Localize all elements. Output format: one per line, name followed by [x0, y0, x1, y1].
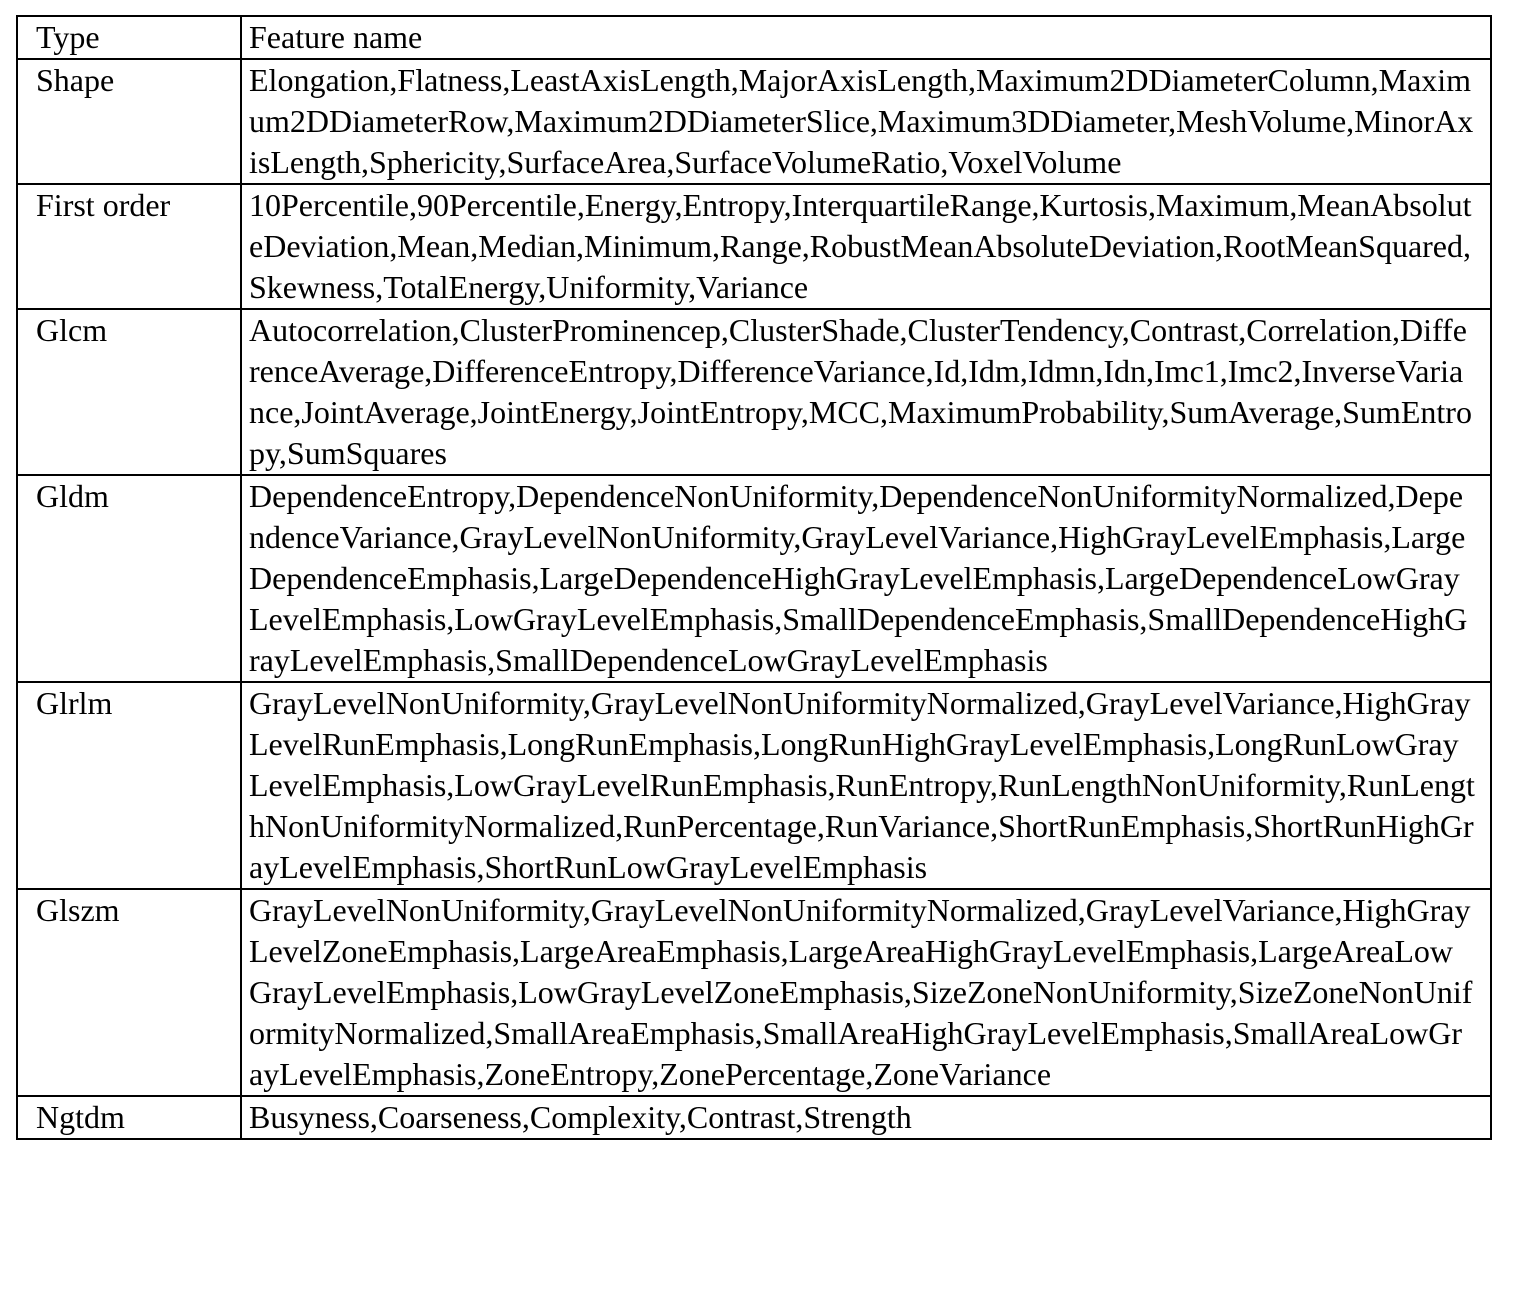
table-row [17, 59, 1491, 184]
row-features: 10Percentile,90Percentile,Energy,Entropy,InterquartileRange,Kurtosis,Maximum,MeanAbsoluteDeviation,Mean,Median,Minimum,Range,RobustMeanAbsoluteDeviation,RootMeanSquared,Skewness,TotalEnergy,Uniformity,Variance [241, 184, 1491, 309]
table-row [17, 1096, 1491, 1139]
row-type: First order [17, 184, 241, 309]
row-features: DependenceEntropy,DependenceNonUniformity,DependenceNonUniformityNormalized,DependenceVariance,GrayLevelNonUniformity,GrayLevelVariance,HighGrayLevelEmphasis,LargeDependenceEmphasis,LargeDependenceHighGrayLevelEmphasis,LargeDependenceLowGrayLevelEmphasis,LowGrayLevelEmphasis,SmallDependenceEmphasis,SmallDependenceHighGrayLevelEmphasis,SmallDependenceLowGrayLevelEmphasis [241, 475, 1491, 682]
row-type: Glszm [17, 889, 241, 1096]
row-type: Glcm [17, 309, 241, 475]
table-row [17, 184, 1491, 309]
table-row [17, 475, 1491, 682]
row-type: Shape [17, 59, 241, 184]
row-features: Busyness,Coarseness,Complexity,Contrast,Strength [241, 1096, 1491, 1139]
row-type: Gldm [17, 475, 241, 682]
row-type: Ngtdm [17, 1096, 241, 1139]
table-row [17, 889, 1491, 1096]
row-features: GrayLevelNonUniformity,GrayLevelNonUniformityNormalized,GrayLevelVariance,HighGrayLevelRunEmphasis,LongRunEmphasis,LongRunHighGrayLevelEmphasis,LongRunLowGrayLevelEmphasis,LowGrayLevelRunEmphasis,RunEntropy,RunLengthNonUniformity,RunLengthNonUniformityNormalized,RunPercentage,RunVariance,ShortRunEmphasis,ShortRunHighGrayLevelEmphasis,ShortRunLowGrayLevelEmphasis [241, 682, 1491, 889]
row-features: GrayLevelNonUniformity,GrayLevelNonUniformityNormalized,GrayLevelVariance,HighGrayLevelZoneEmphasis,LargeAreaEmphasis,LargeAreaHighGrayLevelEmphasis,LargeAreaLowGrayLevelEmphasis,LowGrayLevelZoneEmphasis,SizeZoneNonUniformity,SizeZoneNonUniformityNormalized,SmallAreaEmphasis,SmallAreaHighGrayLevelEmphasis,SmallAreaLowGrayLevelEmphasis,ZoneEntropy,ZonePercentage,ZoneVariance [241, 889, 1491, 1096]
header-feature-name: Feature name [241, 16, 1491, 59]
row-features: Elongation,Flatness,LeastAxisLength,MajorAxisLength,Maximum2DDiameterColumn,Maximum2DDiameterRow,Maximum2DDiameterSlice,Maximum3DDiameter,MeshVolume,MinorAxisLength,Sphericity,SurfaceArea,SurfaceVolumeRatio,VoxelVolume [241, 59, 1491, 184]
row-type: Glrlm [17, 682, 241, 889]
row-features: Autocorrelation,ClusterProminencep,ClusterShade,ClusterTendency,Contrast,Correlation,DifferenceAverage,DifferenceEntropy,DifferenceVariance,Id,Idm,Idmn,Idn,Imc1,Imc2,InverseVariance,JointAverage,JointEnergy,JointEntropy,MCC,MaximumProbability,SumAverage,SumEntropy,SumSquares [241, 309, 1491, 475]
table-row [17, 682, 1491, 889]
feature-table [16, 15, 1492, 1140]
header-row [17, 16, 1491, 59]
table-row [17, 309, 1491, 475]
header-type: Type [17, 16, 241, 59]
